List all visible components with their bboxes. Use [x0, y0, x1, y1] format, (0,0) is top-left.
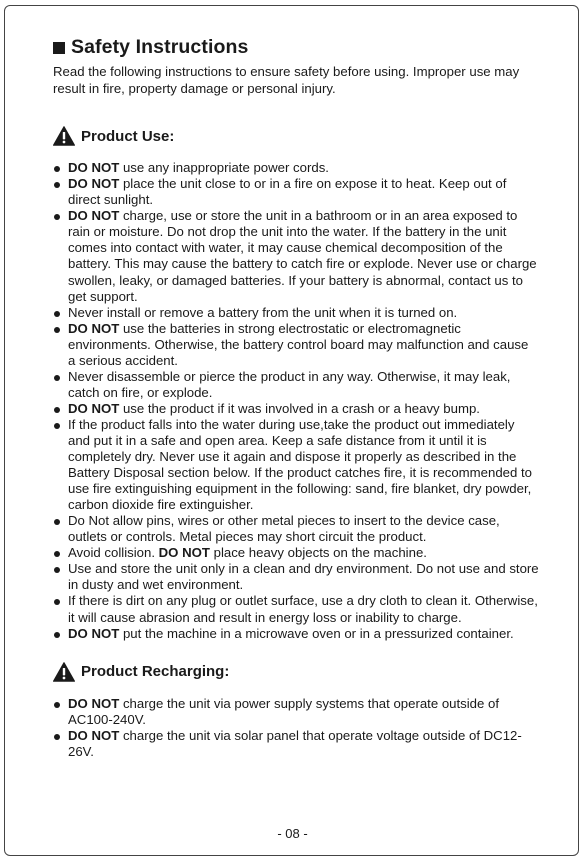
- warning-triangle-icon: [53, 126, 75, 146]
- list-item: [53, 513, 539, 545]
- item-emphasis: DO NOT: [68, 400, 120, 416]
- item-text: use the product if it was involved in a crash or a heavy bump.: [119, 400, 480, 416]
- list-item: [53, 369, 539, 401]
- list-item: [53, 545, 539, 561]
- list-item: [53, 626, 539, 642]
- section-heading-1: [53, 126, 539, 146]
- item-text: Use and store the unit only in a clean and dry environment. Do not use and store in dusty and wet environment.: [68, 561, 539, 593]
- list-item: [53, 208, 539, 304]
- item-text: Do Not allow pins, wires or other metal pieces to insert to the device case, outlets or controls. Metal pieces may short circuit the product.: [68, 513, 500, 545]
- item-text: Never disassemble or pierce the product in any way. Otherwise, it may leak, catch on fire, or explode.: [68, 368, 511, 400]
- warning-triangle-icon: [53, 662, 75, 682]
- list-item: [53, 728, 539, 760]
- list-item: [53, 417, 539, 513]
- bullet-list: [53, 160, 539, 641]
- item-lead-text: Avoid collision.: [68, 545, 159, 561]
- section-title: Product Recharging:: [81, 663, 230, 681]
- item-emphasis: DO NOT: [68, 176, 120, 192]
- item-emphasis: DO NOT: [68, 160, 120, 176]
- item-text: charge the unit via power supply systems that operate outside of AC100-240V.: [68, 695, 500, 727]
- item-text: Never install or remove a battery from the unit when it is turned on.: [68, 304, 458, 320]
- item-text: put the machine in a microwave oven or in a pressurized container.: [119, 625, 514, 641]
- list-item: [53, 561, 539, 593]
- page-number: - 08 -: [277, 826, 308, 841]
- list-item: [53, 160, 539, 176]
- item-text: If there is dirt on any plug or outlet surface, use a dry cloth to clean it. Otherwise, it will cause abrasion and result in energy loss or inability to charge.: [68, 593, 538, 625]
- item-text: charge, use or store the unit in a bathroom or in an area exposed to rain or moisture. Do not drop the unit into the water. If the battery in the unit comes into contact with water, it may cause chemical decomposition of the battery. This may cause the battery to catch fire or explode. Never use or charge swollen, leaky, or damaged batteries. If your battery is abnormal, contact us to get support.: [68, 208, 537, 304]
- intro-text: Read the following instructions to ensure safety before using. Improper use may result in fire, property damage or personal injury.: [53, 64, 520, 96]
- list-item: [53, 305, 539, 321]
- list-item: [53, 696, 539, 728]
- item-emphasis: DO NOT: [68, 320, 120, 336]
- sections: [53, 126, 539, 760]
- page-content: [53, 36, 539, 760]
- item-text: place the unit close to or in a fire on expose it to heat. Keep out of direct sunlight.: [68, 176, 507, 208]
- section-title: Product Use:: [81, 127, 175, 145]
- title-row: [53, 36, 539, 59]
- black-square-icon: [53, 42, 65, 54]
- list-item: [53, 176, 539, 208]
- item-text: place heavy objects on the machine.: [209, 545, 427, 561]
- item-emphasis: DO NOT: [68, 727, 120, 743]
- list-item: [53, 321, 539, 369]
- item-emphasis: DO NOT: [68, 695, 120, 711]
- list-item: [53, 593, 539, 625]
- item-emphasis: DO NOT: [158, 545, 210, 561]
- item-text: use the batteries in strong electrostatic or electromagnetic environments. Otherwise, the battery control board may malfunction and cause a serious accident.: [68, 320, 529, 368]
- list-item: [53, 401, 539, 417]
- item-emphasis: DO NOT: [68, 208, 120, 224]
- item-text: If the product falls into the water during use,take the product out immediately and put it in a safe and open area. Keep a safe distance from it until it is completely dry. Never use it again and dispose it properly as described in the Battery Disposal section below. If the product catches fire, it is recommended to use fire extinguishing equipment in the following: sand, fire blanket, dry powder, carbon dioxide fire extinguisher.: [68, 416, 532, 513]
- item-emphasis: DO NOT: [68, 625, 120, 641]
- item-text: use any inappropriate power cords.: [119, 160, 329, 176]
- page-title: Safety Instructions: [71, 36, 249, 58]
- bullet-list: [53, 696, 539, 760]
- section-heading-2: [53, 662, 539, 682]
- item-text: charge the unit via solar panel that operate voltage outside of DC12-26V.: [68, 727, 522, 759]
